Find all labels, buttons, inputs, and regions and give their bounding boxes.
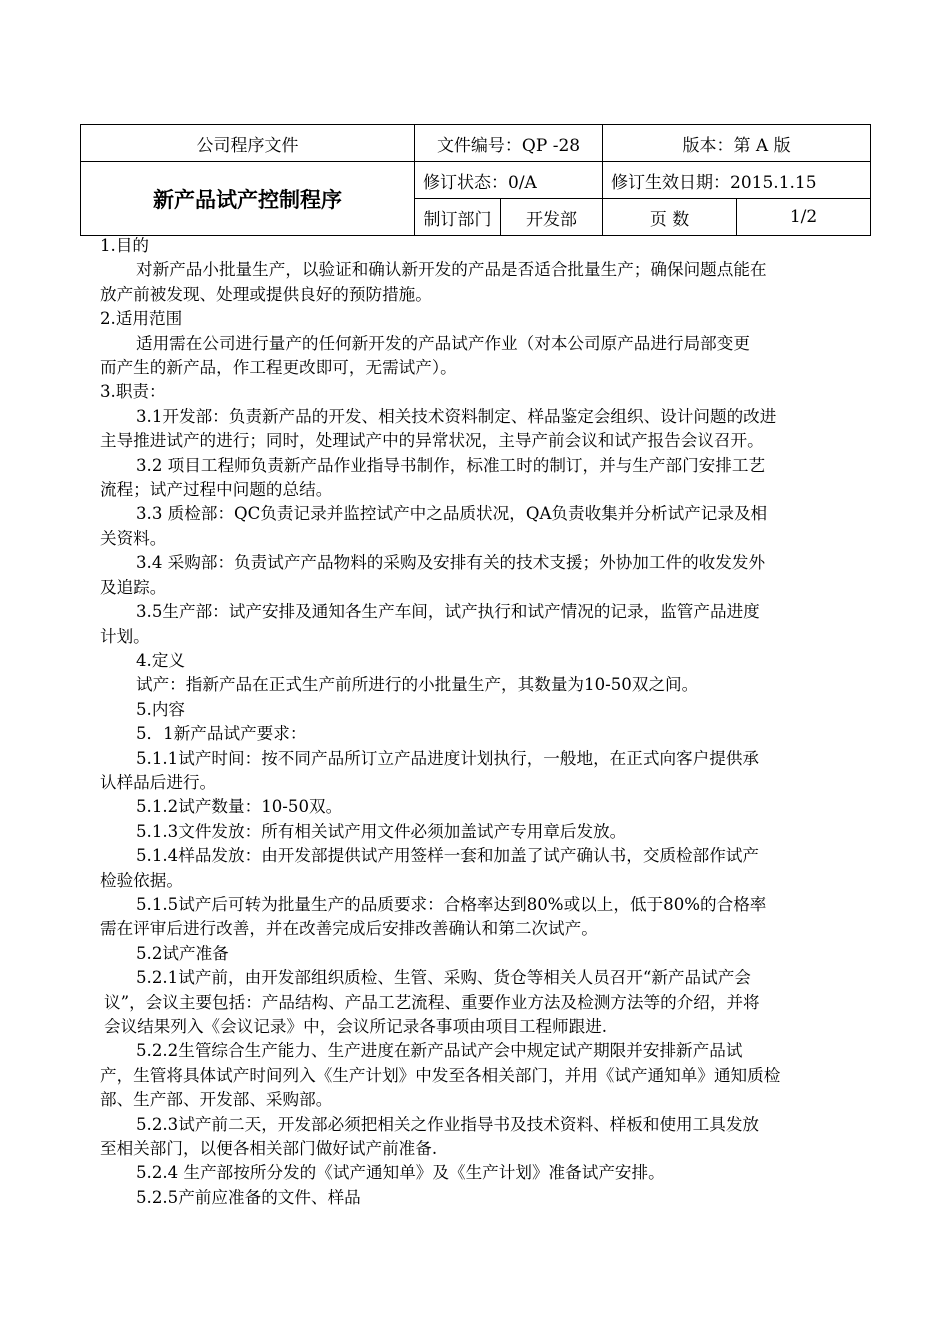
effective-date: 修订生效日期：2015.1.15 (603, 162, 871, 199)
paragraph-line: 对新产品小批量生产，以验证和确认新开发的产品是否适合批量生产；确保问题点能在 (136, 260, 767, 280)
paragraph-line: 会议结果列入《会议记录》中，会议所记录各事项由项目工程师跟进. (104, 1017, 608, 1036)
paragraph-line: 检验依据。 (100, 870, 183, 890)
version: 版本：第 A 版 (603, 125, 871, 162)
document-header-table (80, 124, 871, 236)
paragraph-line: 而产生的新产品，作工程更改即可，无需试产）。 (100, 358, 457, 378)
section-heading: 4.定义 (136, 650, 186, 670)
paragraph-line: 议”，会议主要包括：产品结构、产品工艺流程、重要作业方法及检测方法等的介绍，并将 (104, 992, 760, 1012)
paragraph-line: 主导推进试产的进行；同时，处理试产中的异常状况，主导产前会议和试产报告会议召开。 (100, 431, 764, 451)
page-label: 页 数 (603, 199, 737, 236)
paragraph-line: 5.2.4 生产部按所分发的《试产通知单》及《生产计划》准备试产安排。 (136, 1163, 665, 1183)
dept-value: 开发部 (501, 199, 603, 236)
paragraph-line: 5.1.1试产时间：按不同产品所订立产品进度计划执行，一般地，在正式向客户提供承 (136, 748, 760, 768)
paragraph-line: 3.4 采购部：负责试产产品物料的采购及安排有关的技术支援；外协加工件的收发发外 (136, 553, 766, 573)
subsection-heading: 5.2试产准备 (136, 943, 229, 963)
paragraph-line: 3.1开发部：负责新产品的开发、相关技术资料制定、样品鉴定会组织、设计问题的改进 (136, 406, 777, 426)
paragraph-line: 需在评审后进行改善，并在改善完成后安排改善确认和第二次试产。 (100, 919, 598, 939)
section-heading: 3.职责： (100, 382, 166, 402)
paragraph-line: 认样品后进行。 (100, 772, 217, 792)
paragraph-line: 关资料。 (100, 528, 167, 548)
document-body (100, 234, 858, 1210)
paragraph-line: 及追踪。 (100, 577, 167, 597)
paragraph-line: 3.2 项目工程师负责新产品作业指导书制作，标准工时的制订，并与生产部门安排工艺 (136, 455, 766, 475)
paragraph-line: 至相关部门，以便各相关部门做好试产前准备. (100, 1139, 438, 1159)
paragraph-line: 5.1.3文件发放：所有相关试产用文件必须加盖试产专用章后发放。 (136, 821, 627, 841)
paragraph-line: 计划。 (100, 626, 150, 646)
revision-status: 修订状态：0/A (415, 162, 603, 199)
document-title: 新产品试产控制程序 (81, 162, 415, 236)
paragraph-line: 部、生产部、开发部、采购部。 (100, 1090, 333, 1110)
section-heading: 5.内容 (136, 699, 186, 719)
paragraph-line: 试产：指新产品在正式生产前所进行的小批量生产，其数量为10-50双之间。 (136, 675, 699, 695)
company-doc-label: 公司程序文件 (81, 125, 415, 162)
paragraph-line: 5.2.2生管综合生产能力、生产进度在新产品试产会中规定试产期限并安排新产品试 (136, 1041, 743, 1061)
dept-label: 制订部门 (415, 199, 501, 236)
paragraph-line: 适用需在公司进行量产的任何新开发的产品试产作业（对本公司原产品进行局部变更 (136, 333, 750, 353)
doc-number: 文件编号：QP -28 (415, 125, 603, 162)
section-heading: 1.目的 (100, 236, 150, 255)
paragraph-line: 5.2.1试产前，由开发部组织质检、生管、采购、货仓等相关人员召开“新产品试产会 (136, 968, 751, 988)
paragraph-line: 流程；试产过程中问题的总结。 (100, 480, 333, 500)
paragraph-line: 放产前被发现、处理或提供良好的预防措施。 (100, 284, 432, 304)
paragraph-line: 5.2.3试产前二天，开发部必须把相关之作业指导书及技术资料、样板和使用工具发放 (136, 1114, 760, 1134)
paragraph-line: 5.1.5试产后可转为批量生产的品质要求：合格率达到80%或以上，低于80%的合格率 (136, 894, 767, 914)
paragraph-line: 3.5生产部：试产安排及通知各生产车间，试产执行和试产情况的记录，监管产品进度 (136, 602, 760, 622)
paragraph-line: 产，生管将具体试产时间列入《生产计划》中发至各相关部门，并用《试产通知单》通知质检 (100, 1065, 781, 1085)
paragraph-line: 5.1.2试产数量：10-50双。 (136, 797, 343, 817)
subsection-heading: 5．1新产品试产要求： (136, 724, 307, 744)
page-value: 1/2 (737, 199, 871, 236)
paragraph-line: 5.2.5产前应准备的文件、样品 (136, 1187, 361, 1207)
paragraph-line: 5.1.4样品发放：由开发部提供试产用签样一套和加盖了试产确认书，交质检部作试产 (136, 846, 760, 866)
section-heading: 2.适用范围 (100, 309, 183, 329)
paragraph-line: 3.3 质检部：QC负责记录并监控试产中之品质状况，QA负责收集并分析试产记录及相 (136, 504, 768, 524)
